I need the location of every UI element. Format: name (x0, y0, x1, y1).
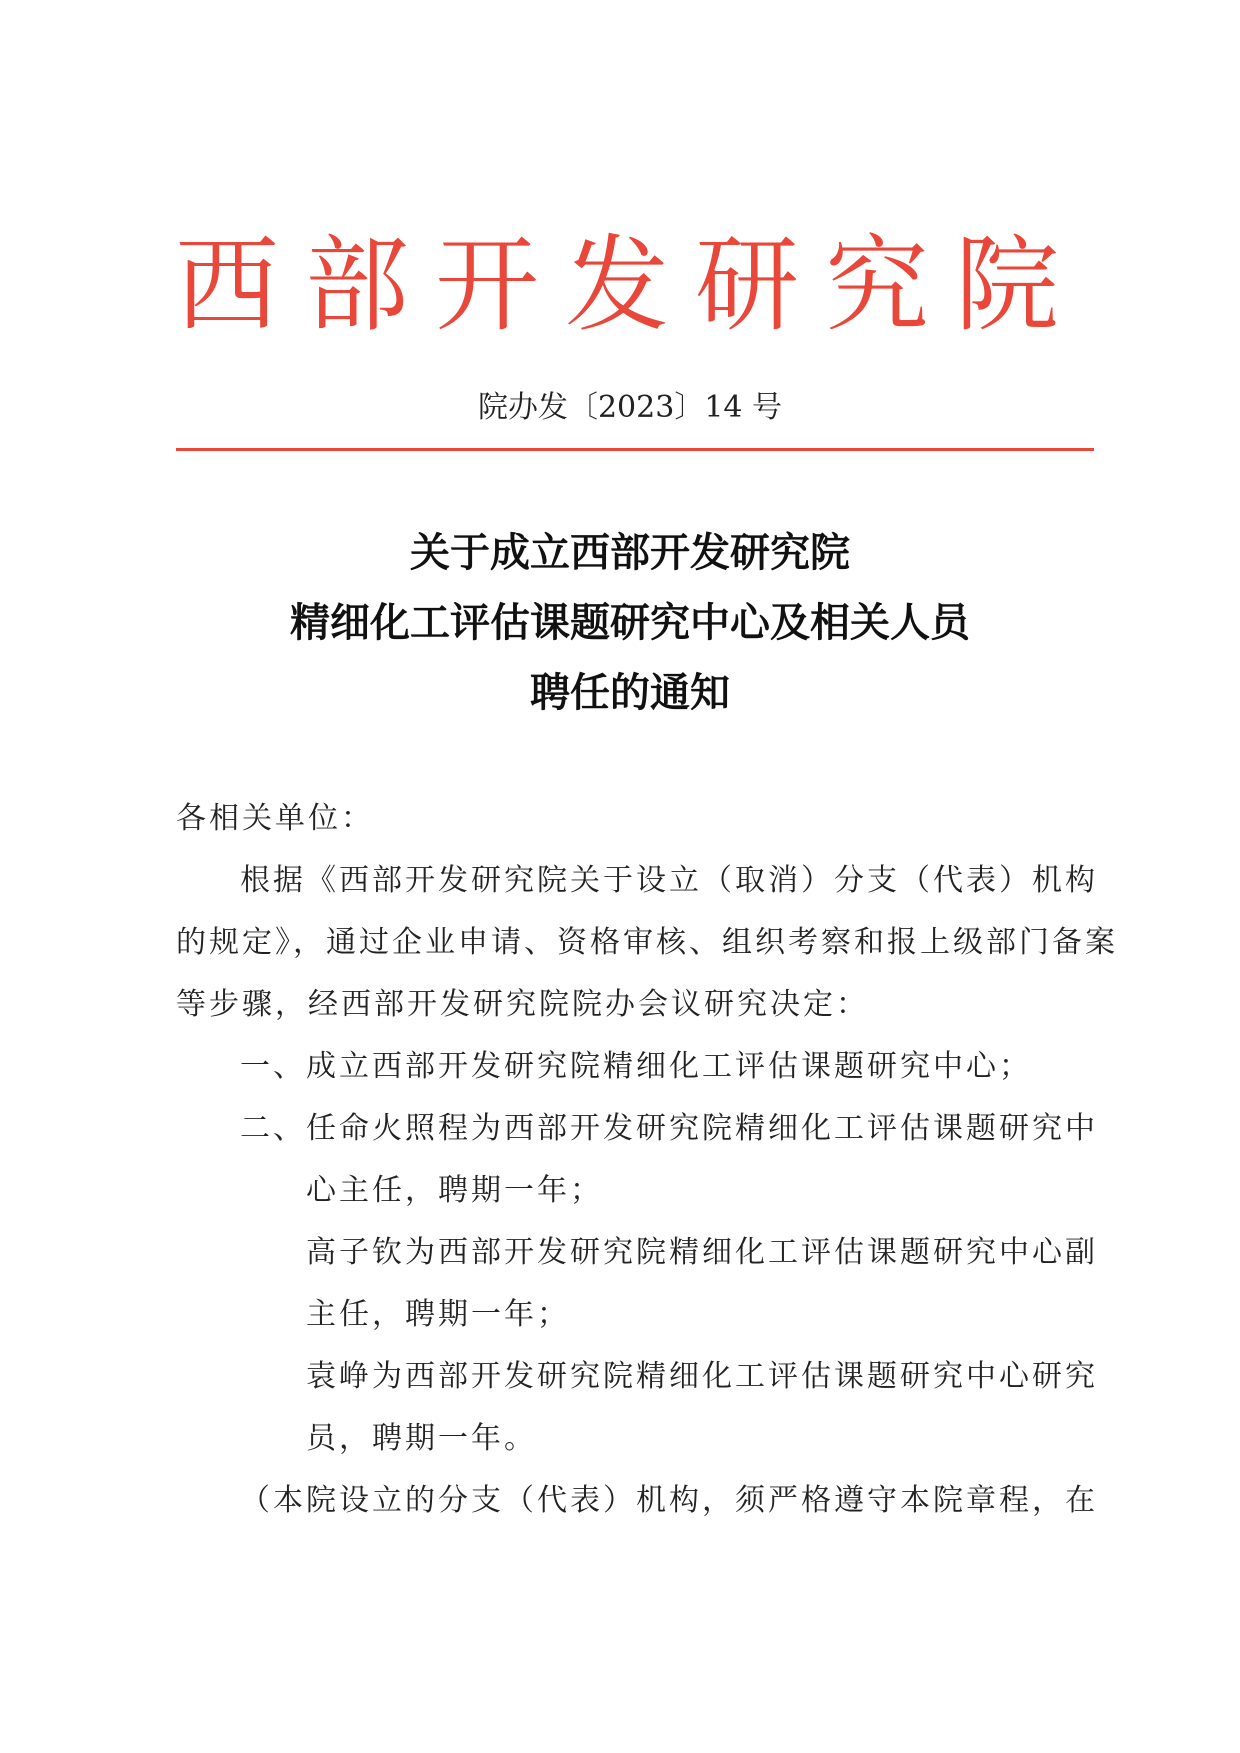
item-2-line-2: 心主任，聘期一年； (306, 1173, 603, 1208)
organization-name: 西部开发研究院 (174, 224, 1085, 346)
item-2-line-4: 主任，聘期一年； (306, 1297, 570, 1332)
paragraph-1-line-3: 等步骤，经西部开发研究院院办会议研究决定： (176, 987, 869, 1022)
salutation: 各相关单位： (176, 801, 374, 836)
paragraph-1-line-1: 根据《西部开发研究院关于设立（取消）分支（代表）机构 (240, 863, 1098, 898)
red-divider-line (176, 448, 1094, 451)
item-2-line-5: 袁峥为西部开发研究院精细化工评估课题研究中心研究 (306, 1359, 1098, 1394)
item-2-line-1: 二、任命火照程为西部开发研究院精细化工评估课题研究中 (240, 1111, 1098, 1146)
notice-title (170, 518, 1090, 728)
item-2-line-6: 员，聘期一年。 (306, 1421, 537, 1456)
item-2-line-3: 高子钦为西部开发研究院精细化工评估课题研究中心副 (306, 1235, 1098, 1270)
item-1: 一、成立西部开发研究院精细化工评估课题研究中心； (240, 1049, 1032, 1084)
notice-title-line-1: 关于成立西部开发研究院 (410, 530, 850, 576)
paragraph-last: （本院设立的分支（代表）机构，须严格遵守本院章程，在 (240, 1483, 1098, 1518)
notice-title-line-2: 精细化工评估课题研究中心及相关人员 (290, 600, 970, 646)
notice-title-line-3: 聘任的通知 (530, 670, 730, 716)
paragraph-1-line-2: 的规定》，通过企业申请、资格审核、组织考察和报上级部门备案 (176, 925, 1118, 960)
document-number: 院办发〔2023〕14 号 (477, 390, 783, 425)
